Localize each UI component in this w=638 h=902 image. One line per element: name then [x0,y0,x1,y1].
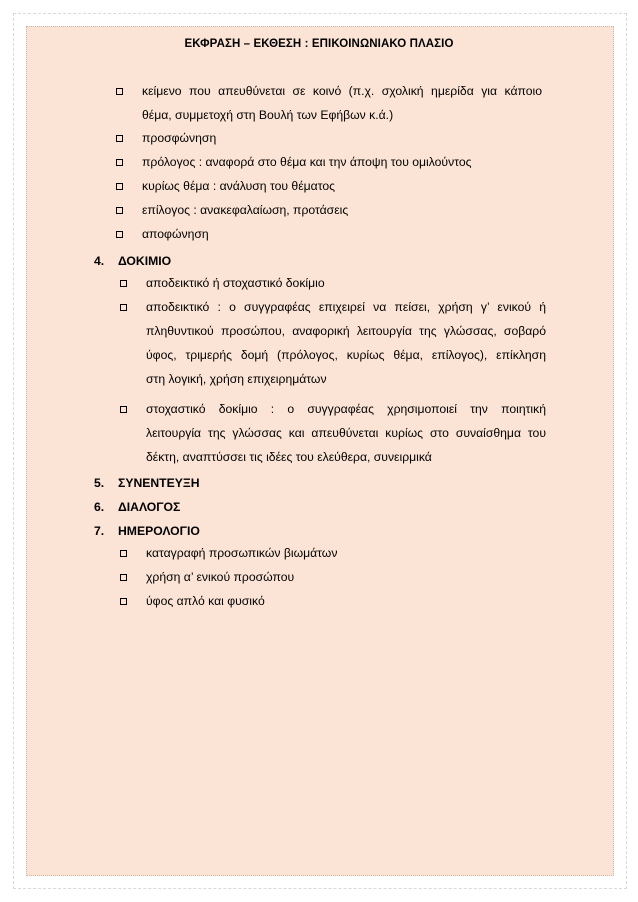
section-number: 7. [94,524,105,538]
list-item-text: αποδεικτικό ή στοχαστικό δοκίμιο [146,276,325,290]
section-number: 4. [94,254,105,268]
page-title: ΕΚΦΡΑΣΗ – ΕΚΘΕΣΗ : ΕΠΙΚΟΙΝΩΝΙΑΚΟ ΠΛΑΣΙΟ [184,38,454,50]
section-heading [94,497,180,517]
section-heading [94,521,200,541]
list-item-text: ύφος, τριμερής δομή (πρόλογος, κυρίως θέμα, επίλογος), επίκληση [146,348,546,362]
list-item-text: επίλογος : ανακεφαλαίωση, προτάσεις [142,203,349,217]
list-item-text: χρήση α’ ενικού προσώπου [146,570,295,584]
list-item-text: αποδεικτικό : ο συγγραφέας επιχειρεί να πείσει, χρήση γ’ ενικού ή [146,300,546,314]
list-item-text: αποφώνηση [142,227,209,241]
list-item-text: καταγραφή προσωπικών βιωμάτων [146,546,338,560]
list-item-text: λειτουργία της γλώσσας και απευθύνεται κυρίως στο συναίσθημα του [146,426,546,440]
section-number: 5. [94,476,105,490]
list-item-text: δέκτη, αναπτύσσει τις ιδέες του ελεύθερα, συνειρμικά [146,450,432,464]
section-title: ΔΙΑΛΟΓΟΣ [118,500,181,514]
list-item-text: κυρίως θέμα : ανάλυση του θέματος [142,179,335,193]
section-heading [94,251,171,271]
list-item [116,80,546,128]
list-item-text: πληθυντικού προσώπου, αναφορική λειτουργία της γλώσσας, σοβαρό [146,324,546,338]
list-item-text: προσφώνηση [142,131,217,145]
list-item-text: στη λογική, χρήση επιχειρημάτων [146,372,327,386]
section-title: ΣΥΝΕΝΤΕΥΞΗ [118,476,200,490]
list-item-text: πρόλογος : αναφορά στο θέμα και την άποψη του ομιλούντος [142,155,472,169]
list-item-text: στοχαστικό δοκίμιο : ο συγγραφέας χρησιμοποιεί την ποιητική [146,402,546,416]
list-item-text: θέμα, συμμετοχή στη Βουλή των Εφήβων κ.ά.) [142,107,394,122]
section-number: 6. [94,500,105,514]
section-heading [94,473,200,493]
list-item-text: κείμενο που απευθύνεται σε κοινό (π.χ. σχολική ημερίδα για κάποιο [142,84,542,98]
section-title: ΔΟΚΙΜΙΟ [118,254,172,268]
list-item-text: ύφος απλό και φυσικό [146,594,265,608]
section-title: ΗΜΕΡΟΛΟΓΙΟ [118,524,200,538]
